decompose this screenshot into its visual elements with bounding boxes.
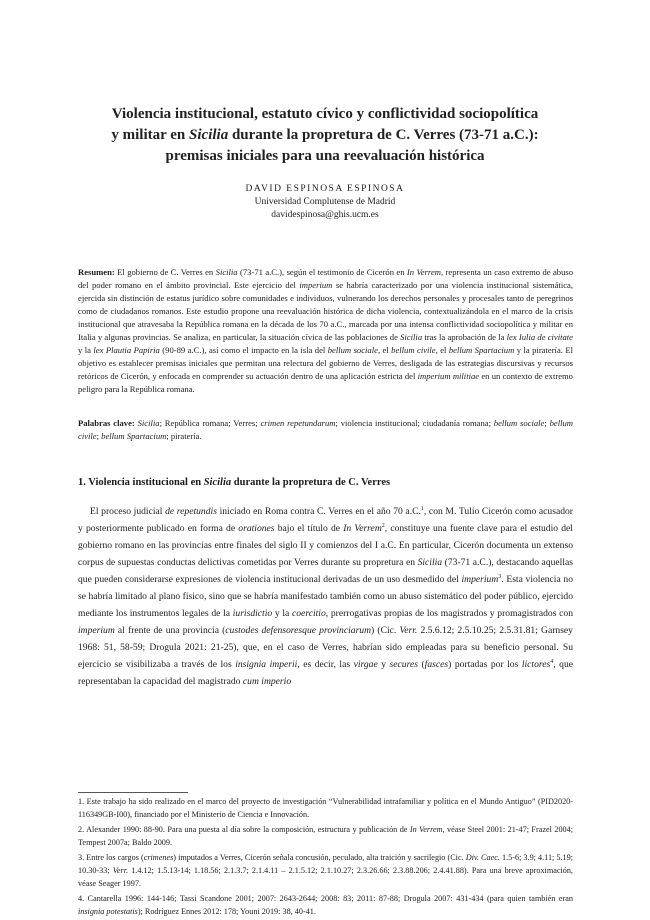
footnote-2: 2. Alexander 1990: 88-90. Para una puesta al día sobre la composición, estructura y publicación de In Verrem, véase Steel 2001: 21-47; Frazel 2004; Tempest 2007a; Baldo 2009. [78, 825, 573, 847]
body-paragraph [78, 503, 573, 691]
article-title [60, 104, 590, 167]
author-email: davidespinosa@ghis.ucm.es [271, 210, 379, 220]
abstract-label: Resumen: [78, 267, 115, 277]
footnote-4: 4. Cantarella 1996: 144-146; Tassi Scandone 2001; 2007: 2643-2644; 2008: 83; 2011: 87-88; Drogula 2007: 431-434 (para quien también eran insignia potestatis); Rodríguez Ennes 2012: 178; Youni 2019: 38, 40-41. [78, 894, 573, 916]
author-affiliation: Universidad Complutense de Madrid [254, 197, 396, 207]
author-block [0, 183, 650, 222]
keywords [78, 417, 573, 443]
abstract [78, 266, 573, 396]
author-name: DAVID ESPINOSA ESPINOSA [245, 184, 405, 194]
footnote-ref-3[interactable]: 3 [498, 574, 502, 580]
section-heading: 1. Violencia institucional en Sicilia durante la propretura de C. Verres [78, 477, 391, 488]
abstract-text: Resumen: El gobierno de C. Verres en Sicilia (73-71 a.C.), según el testimonio de Cicerón en In Verrem, representa un caso extremo de abuso del poder romano en el ámbito provincial. Este ejercicio del imperium se habría caracterizado por una violencia institucional sistemática, ejercida sin distinción de estatus jurídico sobre comunidades e individuos, vulnerando los derechos personales y procesales tanto de peregrinos como de ciudadanos romanos. Este estudio propone una reevaluación histórica de dicha violencia, contextualizándola en el marco de la crisis institucional que atravesaba la República romana en la década de los 70 a.C., marcada por una intensa conflictividad sociopolítica y militar en Italia y algunas provincias. Se analiza, en particular, la situación cívica de las poblaciones de Sicilia tras la aprobación de la lex Iulia de civitate y la lex Plautia Papiria (90-89 a.C.), así como el impacto en la isla del bellum sociale, el bellum civile, el bellum Spartacium y la piratería. El objetivo es establecer premisas iniciales que permitan una relectura del gobierno de Verres, desligada de las estrategias discursivas y recursos retóricos de Cicerón, y enfocada en comprender su actuación dentro de una aplicación estricta del imperium militiae en un contexto de extremo peligro para la República romana. [78, 267, 574, 394]
footnote-3: 3. Entre los cargos (crimenes) imputados a Verres, Cicerón señala concusión, peculado, alta traición y sacrilegio (Cic. Div. Caec. 1.5-6; 3.9; 4.11; 5.19; 10.30-33; Verr. 1.4.12; 1.5.13-14; 1.18.56; 2.1.3.7; 2.1.4.11 – 2.1.5.12; 2.1.10.27; 2.3.26.66; 2.3.88.206; 2.4.41.88). Para una breve aproximación, véase Seager 1997. [78, 853, 574, 888]
title-line-3: premisas iniciales para una reevaluación histórica [165, 148, 485, 164]
keywords-label: Palabras clave: [78, 418, 135, 428]
keywords-text: Palabras clave: Sicilia; República romana; Verres; crimen repetundarum; violencia institucional; ciudadanía romana; bellum sociale; bellum civile; bellum Spartacium; piratería. [78, 418, 573, 441]
footnotes [78, 795, 573, 920]
title-line-1: Violencia institucional, estatuto cívico y conflictividad sociopolítica [111, 106, 539, 122]
footnote-ref-1[interactable]: 1 [420, 505, 424, 512]
title-line-2: y militar en Sicilia durante la propretura de C. Verres (73-71 a.C.): [111, 127, 539, 143]
paragraph-1: El proceso judicial de repetundis iniciado en Roma contra C. Verres en el año 70 a.C.$^1$, con M. Tulio Cicerón como acusador y posteriormente publicado en forma de orationes bajo el título de In Verrem$^2$, constituye una fuente clave para el estudio del gobierno romano en las provincias entre finales del siglo II y comienzos del I a.C. En particular, Cicerón documenta un extenso corpus de supuestas conductas delictivas cometidas por Verres durante su propretura en Sicilia (73-71 a.C.), destacando aquellas que pueden considerarse expresiones de violencia institucional derivadas de un uso desmedido del imperium$^3$. Esta violencia no se habría limitado al plano físico, sino que se habría manifestado también como un abuso sistemático del poder público, ejercido mediante los instrumentos legales de la iurisdictio y la coercitio, prerrogativas propias de los magistrados y promagistrados con imperium al frente de una provincia (custodes defensoresque provinciarum) (Cic. Verr. 2.5.6.12; 2.5.10.25; 2.5.31.81; Garnsey 1968: 51, 58-59; Drogula 2021: 21-25), que, en el caso de Verres, habrían sido empleadas para su beneficio personal. Su ejercicio se visibilizaba a través de los insignia imperii, es decir, las virgae y secures (fasces) portadas por los lictores$^4$, que representaban la capacidad del magistrado cum imperio [78, 505, 574, 688]
footnote-1: 1. Este trabajo ha sido realizado en el marco del proyecto de investigación “Vulnerabilidad intrafamiliar y política en el Mundo Antiguo” (PID2020-116349GB-I00), financiado por el Ministerio de Ciencia e Innovación. [78, 797, 573, 819]
footnote-ref-2[interactable]: 2 [381, 522, 385, 529]
footnote-divider [78, 792, 188, 793]
footnote-ref-4[interactable]: 4 [550, 659, 554, 666]
